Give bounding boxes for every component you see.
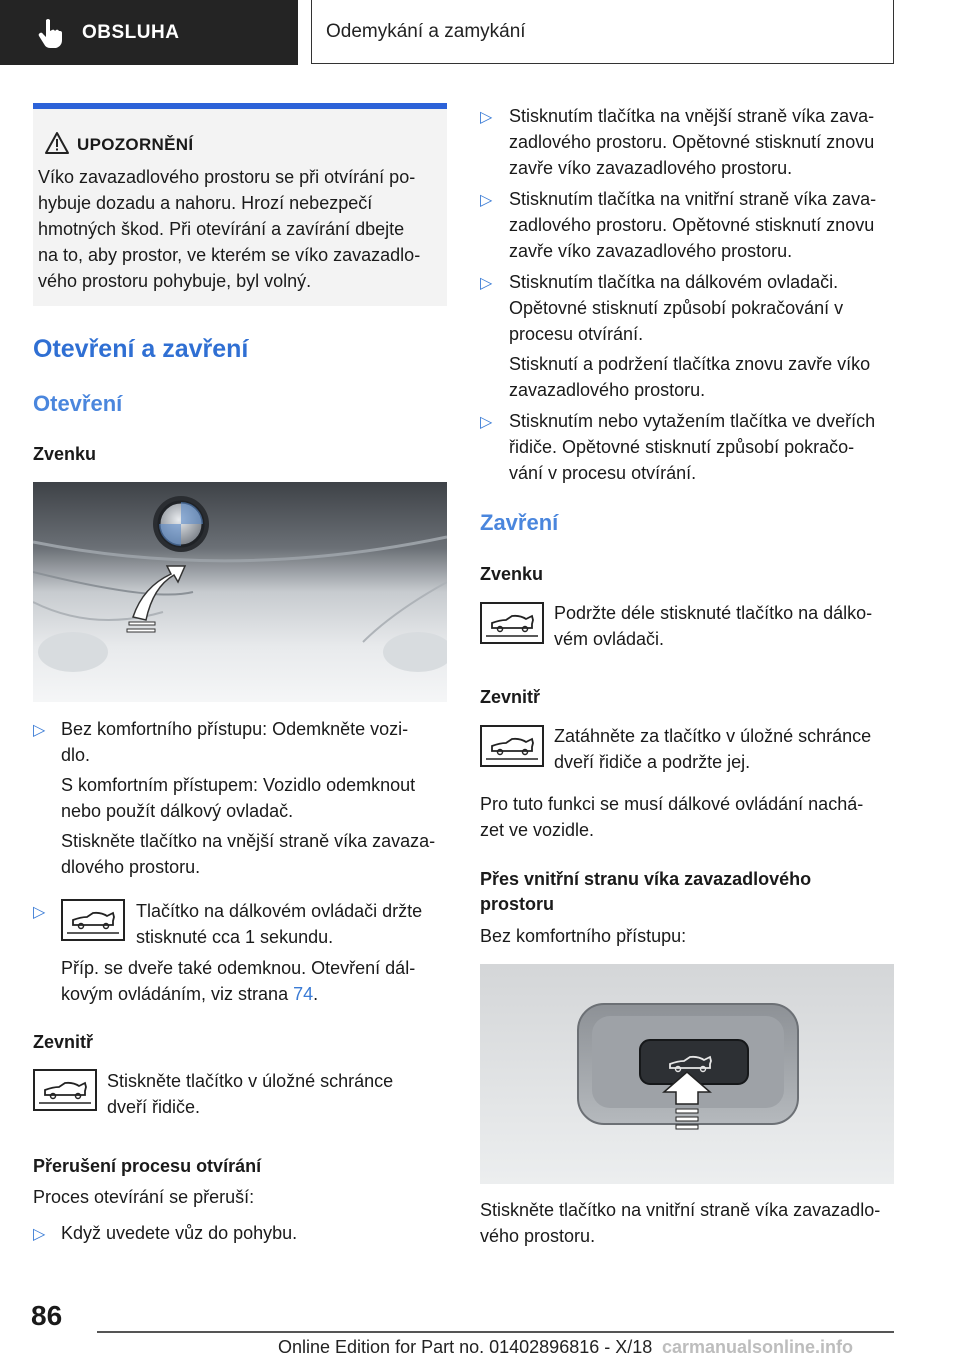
photo-inner-lid-button	[480, 964, 894, 1184]
paragraph: Podržte déle stisknuté tlačítko na dálko- vém ovládači.	[554, 603, 873, 649]
hand-pointer-icon	[34, 16, 68, 50]
photo-caption: Stiskněte tlačítko na vnitřní straně víka zavazadlo- vého prostoru.	[480, 1200, 881, 1246]
subheading-inside: Zevnitř	[33, 1032, 94, 1052]
bullet-triangle-icon: ▷	[480, 275, 493, 292]
list-item: Stisknutím tlačítka na vnitřní straně víka zava- zadlového prostoru. Opětovné stisknutí znovu zavře víko zavazadlového prostoru.	[509, 189, 877, 261]
subheading-inner-lid: Přes vnitřní stranu víka zavazadlového prostoru	[480, 869, 812, 914]
car-trunk-key-icon	[33, 1069, 97, 1111]
list-item: Tlačítko na dálkovém ovládači držte stisknuté cca 1 sekundu.	[136, 901, 423, 947]
list-item: Stisknutím tlačítka na dálkovém ovladači. Opětovné stisknutí způsobí pokračování v procesu otvírání.	[509, 272, 844, 344]
list-item-continuation: S komfortním přístupem: Vozidlo odemknout nebo použít dálkový ovladač.	[61, 775, 416, 821]
paragraph: Zatáhněte za tlačítko v úložné schránce dveří řidiče a podržte jej.	[554, 726, 872, 772]
heading-open-close: Otevření a zavření	[33, 335, 249, 363]
footer-edition: Online Edition for Part no. 01402896816 - X/18	[278, 1337, 653, 1357]
header-section-tab	[0, 0, 298, 65]
list-item: Bez komfortního přístupu: Odemkněte vozi- dlo.	[61, 719, 409, 765]
page-number: 86	[31, 1300, 63, 1331]
list-item-continuation: Příp. se dveře také odemknou. Otevření dál- kovým ovládáním, viz strana 74.	[61, 958, 416, 1004]
header-chapter-title: Odemykání a zamykání	[311, 0, 894, 64]
page-reference-link[interactable]: 74	[293, 984, 314, 1004]
list-item-continuation: Stisknutí a podržení tlačítka znovu zavře víko zavazadlového prostoru.	[509, 354, 871, 400]
subheading-outside: Zvenku	[480, 564, 544, 584]
warning-body: Víko zavazadlového prostoru se při otvírání po- hybuje dozadu a nahoru. Hrozí nebezpečí hmotných škod. Při otevírání a zavírání dbejte na to, aby prostor, ve kterém se víko zavazadlo- vého prostoru pohybuje, byl volný.	[38, 167, 421, 291]
car-trunk-key-icon	[480, 725, 544, 767]
paragraph: Stiskněte tlačítko v úložné schránce dveří řidiče.	[107, 1071, 394, 1117]
warning-triangle-icon	[44, 131, 70, 155]
list-item: Stisknutím nebo vytažením tlačítka ve dveřích řidiče. Opětovné stisknutí způsobí pokračo- vání v procesu otvírání.	[509, 411, 876, 483]
photo-trunk-lid-button	[33, 482, 447, 702]
list-item: Když uvedete vůz do pohybu.	[61, 1223, 298, 1243]
footer-divider	[97, 1331, 894, 1333]
subheading-inside: Zevnitř	[480, 687, 541, 707]
list-item-continuation: Stiskněte tlačítko na vnější straně víka zavaza- dlového prostoru.	[61, 831, 436, 877]
bullet-triangle-icon: ▷	[33, 1226, 46, 1243]
paragraph: Bez komfortního přístupu:	[480, 926, 687, 946]
warning-title: UPOZORNĚNÍ	[77, 135, 194, 154]
warning-box	[33, 103, 447, 306]
car-trunk-key-icon	[480, 602, 544, 644]
bullet-triangle-icon: ▷	[33, 722, 46, 739]
bullet-triangle-icon: ▷	[480, 109, 493, 126]
list-item: Stisknutím tlačítka na vnější straně víka zava- zadlového prostoru. Opětovné stisknutí znovu zavře víko zavazadlového prostoru.	[509, 106, 875, 178]
watermark: carmanualsonline.info	[662, 1337, 854, 1357]
heading-opening: Otevření	[33, 391, 123, 416]
heading-closing: Zavření	[480, 510, 559, 535]
bullet-triangle-icon: ▷	[480, 192, 493, 209]
header-section-label: OBSLUHA	[82, 21, 180, 43]
car-trunk-key-icon	[61, 899, 125, 941]
subheading-outside: Zvenku	[33, 444, 97, 464]
bullet-triangle-icon: ▷	[480, 414, 493, 431]
bullet-triangle-icon: ▷	[33, 904, 46, 921]
paragraph: Pro tuto funkci se musí dálkové ovládání nachá- zet ve vozidle.	[480, 794, 864, 840]
subheading-interrupt: Přerušení procesu otvírání	[33, 1156, 262, 1176]
paragraph: Proces otevírání se přeruší:	[33, 1187, 255, 1207]
